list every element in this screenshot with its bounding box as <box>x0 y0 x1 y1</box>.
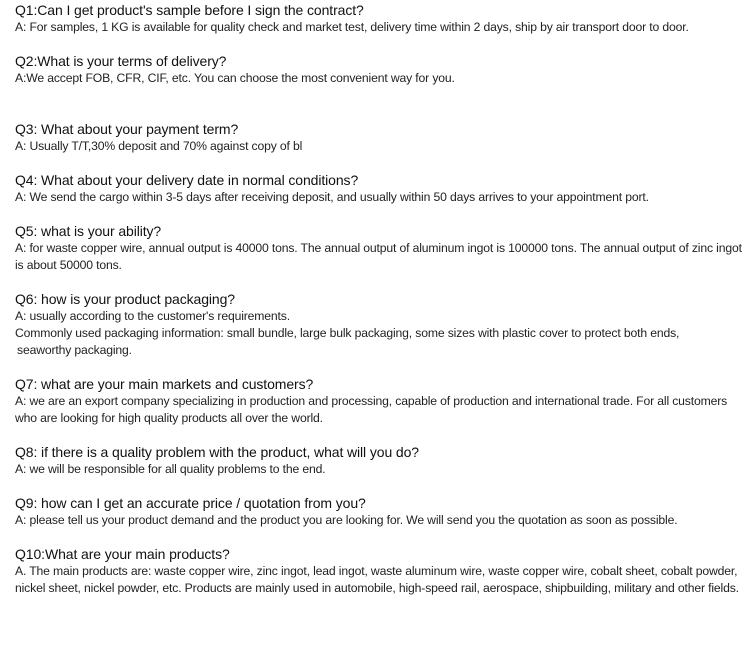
faq-question: Q2:What is your terms of delivery? <box>15 53 227 69</box>
faq-answer-line: seaworthy packaging. <box>17 343 132 357</box>
faq-answer-line: A: for waste copper wire, annual output is 40000 tons. The annual output of aluminum ingot is 100000 tons. The annual output of zinc ingot is about 50000 tons. <box>15 241 742 272</box>
faq-answer-line: A: please tell us your product demand and the product you are looking for. We will send you the quotation as soon as possible. <box>15 513 678 527</box>
faq-answer <box>15 308 745 359</box>
faq-answer-line: A:We accept FOB, CFR, CIF, etc. You can choose the most convenient way for you. <box>15 71 455 85</box>
faq-item-5 <box>15 223 745 274</box>
faq-answer-line: A. The main products are: waste copper wire, zinc ingot, lead ingot, waste aluminum wire, waste copper wire, cobalt sheet, cobalt powder, nickel sheet, nickel powder, etc. Products are mainly used in automobile, high-speed rail, aerospace, shipbuilding, military and other fields. <box>15 564 739 595</box>
faq-question: Q9: how can I get an accurate price / quotation from you? <box>15 495 366 511</box>
faq-answer <box>15 563 745 597</box>
faq-answer-line: A: usually according to the customer's requirements. <box>15 309 290 323</box>
faq-question: Q6: how is your product packaging? <box>15 291 235 307</box>
faq-question: Q10:What are your main products? <box>15 546 230 562</box>
faq-question: Q5: what is your ability? <box>15 223 162 239</box>
faq-answer <box>15 138 745 155</box>
faq-question: Q1:Can I get product's sample before I sign the contract? <box>15 2 364 18</box>
faq-item-2 <box>15 53 745 87</box>
faq-answer-line: A: We send the cargo within 3-5 days after receiving deposit, and usually within 50 days arrives to your appointment port. <box>15 190 649 204</box>
faq-item-9 <box>15 495 745 529</box>
faq-answer <box>15 70 745 87</box>
faq-item-4 <box>15 172 745 206</box>
faq-answer <box>15 189 745 206</box>
faq-answer <box>15 19 745 36</box>
faq-item-6 <box>15 291 745 359</box>
faq-question: Q3: What about your payment term? <box>15 121 239 137</box>
faq-answer <box>15 240 745 274</box>
faq-answer-line: A: we are an export company specializing in production and processing, capable of production and international trade. For all customers who are looking for high quality products all over the world. <box>15 394 728 425</box>
faq-question: Q8: if there is a quality problem with the product, what will you do? <box>15 444 419 460</box>
faq-item-1 <box>15 2 745 36</box>
faq-answer-line: A: For samples, 1 KG is available for quality check and market test, delivery time within 2 days, ship by air transport door to door. <box>15 20 689 34</box>
faq-answer <box>15 461 745 478</box>
faq-answer <box>15 512 745 529</box>
faq-answer <box>15 393 745 427</box>
faq-item-10 <box>15 546 745 597</box>
faq-answer-line: A: we will be responsible for all quality problems to the end. <box>15 462 326 476</box>
faq-question: Q4: What about your delivery date in normal conditions? <box>15 172 359 188</box>
faq-item-3 <box>15 121 745 155</box>
faq-item-7 <box>15 376 745 427</box>
faq-answer-line: Commonly used packaging information: small bundle, large bulk packaging, some sizes with plastic cover to protect both ends, <box>15 326 680 340</box>
faq-question: Q7: what are your main markets and customers? <box>15 376 314 392</box>
faq-answer-line: A: Usually T/T,30% deposit and 70% against copy of bl <box>15 139 303 153</box>
faq-item-8 <box>15 444 745 478</box>
